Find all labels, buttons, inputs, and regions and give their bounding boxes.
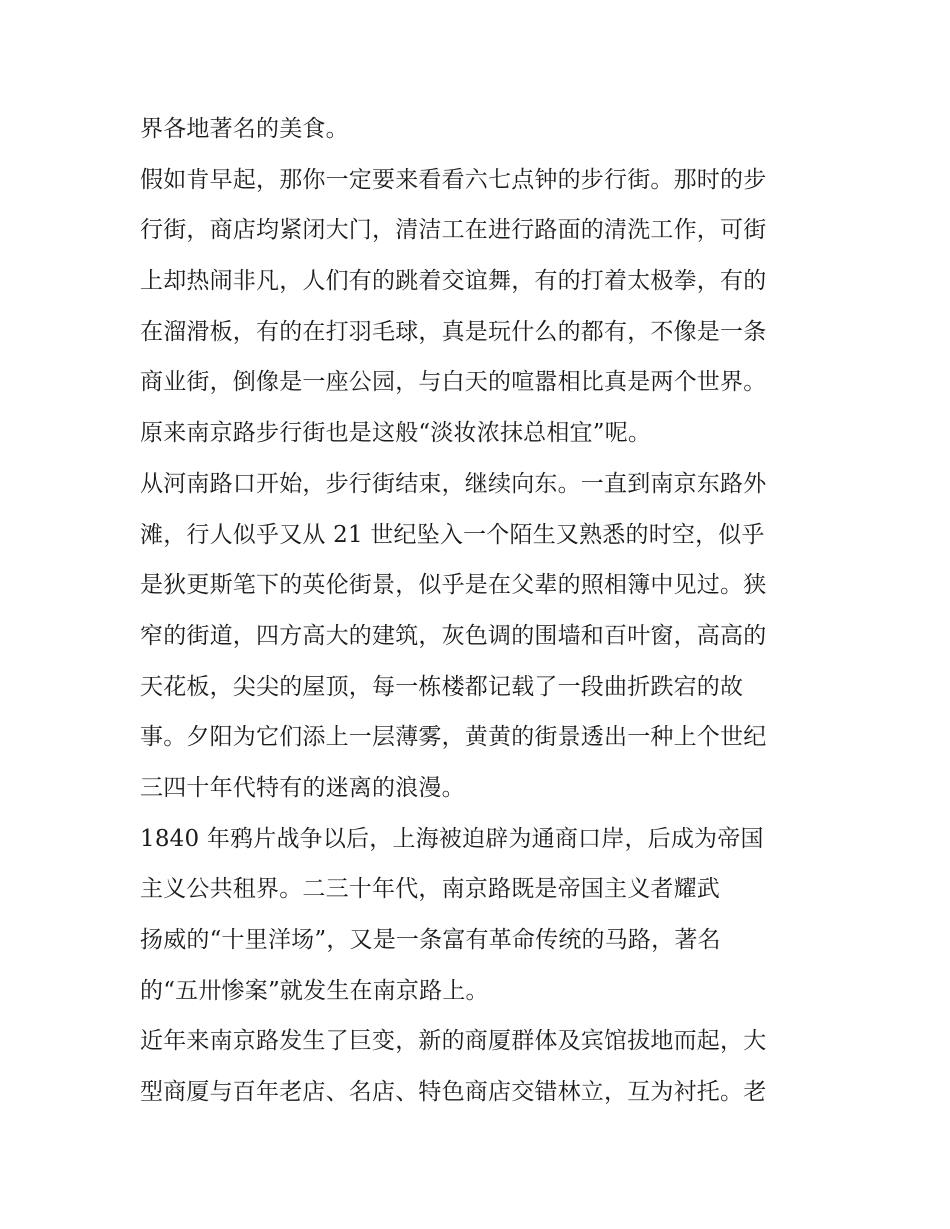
text-line: 扬威的“十里洋场”，又是一条富有革命传统的马路，著名 [140,927,721,953]
text-line: 窄的街道，四方高大的建筑，灰色调的围墙和百叶窗，高高的 [140,622,767,649]
text-line: 滩，行人似乎又从 21 世纪坠入一个陌生又熟悉的时空，似乎 [140,521,765,548]
text-line: 在溜滑板，有的在打羽毛球，真是玩什么的都有，不像是一条 [140,318,767,345]
text-line: 主义公共租界。二三十年代，南京路既是帝国主义者耀武 [140,876,720,903]
text-line: 上却热闹非凡，人们有的跳着交谊舞，有的打着太极拳，有的 [140,268,767,295]
text-line: 近年来南京路发生了巨变，新的商厦群体及宾馆拔地而起，大 [140,1028,767,1055]
text-line: 从河南路口开始，步行街结束，继续向东。一直到南京东路外 [140,470,767,497]
text-line: 三四十年代特有的迷离的浪漫。 [140,774,465,801]
text-line: 天花板，尖尖的屋顶，每一栋楼都记载了一段曲折跌宕的故 [140,673,744,700]
text-line: 是狄更斯笔下的英伦街景，似乎是在父辈的照相簿中见过。狭 [140,572,767,599]
document-body [140,104,820,1118]
text-line: 型商厦与百年老店、名店、特色商店交错林立，互为衬托。老 [140,1079,767,1106]
text-line: 原来南京路步行街也是这般“淡妆浓抹总相宜”呢。 [140,420,652,447]
text-line: 的“五卅惨案”就发生在南京路上。 [140,977,489,1004]
text-line: 行街，商店均紧闭大门，清洁工在进行路面的清洗工作，可街 [140,217,767,244]
text-line: 假如肯早起，那你一定要来看看六七点钟的步行街。那时的步 [140,166,767,193]
text-line: 1840 年鸦片战争以后，上海被迫辟为通商口岸，后成为帝国 [140,825,764,852]
text-line: 界各地著名的美食。 [140,116,349,142]
text-line: 商业街，倒像是一座公园，与白天的喧嚣相比真是两个世界。 [140,369,767,396]
text-line: 事。夕阳为它们添上一层薄雾，黄黄的街景透出一种上个世纪 [140,724,767,751]
